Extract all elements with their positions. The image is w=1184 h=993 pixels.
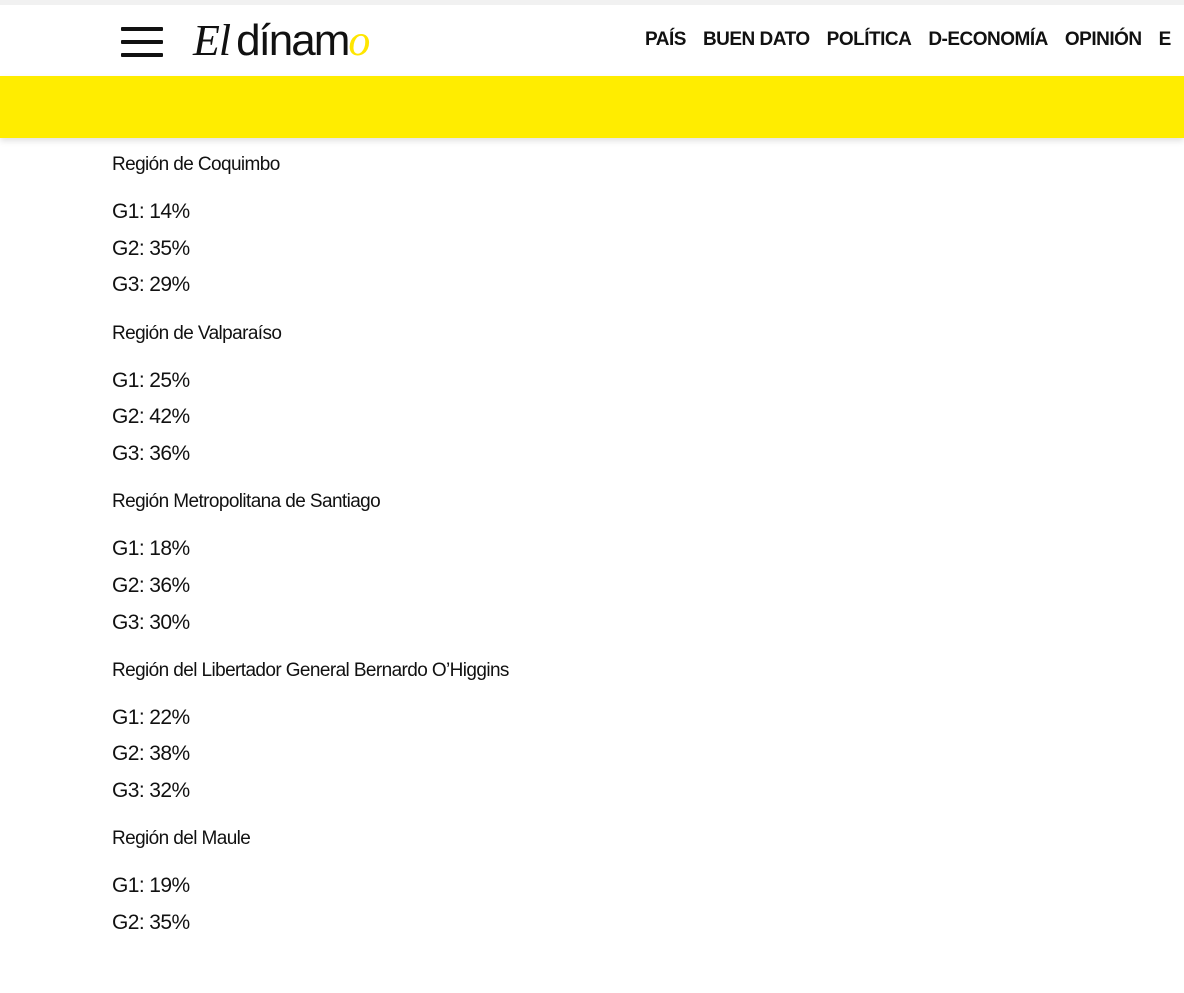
stat-g2: G2: 38% [112, 742, 190, 766]
stat-g1: G1: 25% [112, 368, 190, 392]
stat-g3: G3: 30% [112, 610, 190, 634]
region-block [112, 824, 1112, 993]
nav-item-d-economia[interactable]: D-ECONOMÍA [928, 29, 1048, 50]
nav-item-politica[interactable]: POLÍTICA [826, 29, 912, 50]
region-title: Región del Maule [112, 828, 251, 850]
region-title: Región de Coquimbo [112, 154, 280, 175]
stat-g2: G2: 35% [112, 236, 190, 260]
stat-g1: G1: 18% [112, 537, 190, 561]
logo-dinam: dínam [236, 16, 349, 65]
menu-icon[interactable] [121, 25, 165, 59]
region-title: Región de Valparaíso [112, 322, 282, 344]
stat-g1: G1: 22% [112, 705, 190, 729]
main-nav [645, 29, 1184, 59]
region-block [112, 487, 1112, 656]
logo-o: o [348, 16, 371, 65]
region-title: Región del Libertador General Bernardo O’Higgins [112, 659, 509, 681]
stat-g1: G1: 14% [112, 200, 190, 223]
logo-el: El [193, 16, 231, 65]
article-body [112, 150, 1112, 993]
nav-item-pais[interactable]: PAÍS [645, 29, 686, 50]
region-block [112, 150, 1112, 319]
site-header [0, 5, 1184, 76]
stat-g2: G2: 36% [112, 573, 190, 597]
stat-g3: G3: 36% [112, 441, 190, 465]
stat-g3: G3: 32% [112, 779, 190, 803]
region-block [112, 319, 1112, 488]
stat-g3: G3: 29% [112, 273, 190, 297]
site-logo[interactable] [193, 15, 370, 69]
nav-item-buen-dato[interactable]: BUEN DATO [702, 29, 810, 50]
region-title: Región Metropolitana de Santiago [112, 491, 381, 513]
nav-item-opinion[interactable]: OPINIÓN [1064, 29, 1142, 50]
stat-g2: G2: 35% [112, 911, 190, 935]
region-block [112, 656, 1112, 825]
yellow-banner [0, 76, 1184, 138]
nav-item-truncated[interactable]: E [1158, 29, 1171, 50]
stat-g2: G2: 42% [112, 405, 190, 429]
stat-g1: G1: 19% [112, 874, 190, 898]
